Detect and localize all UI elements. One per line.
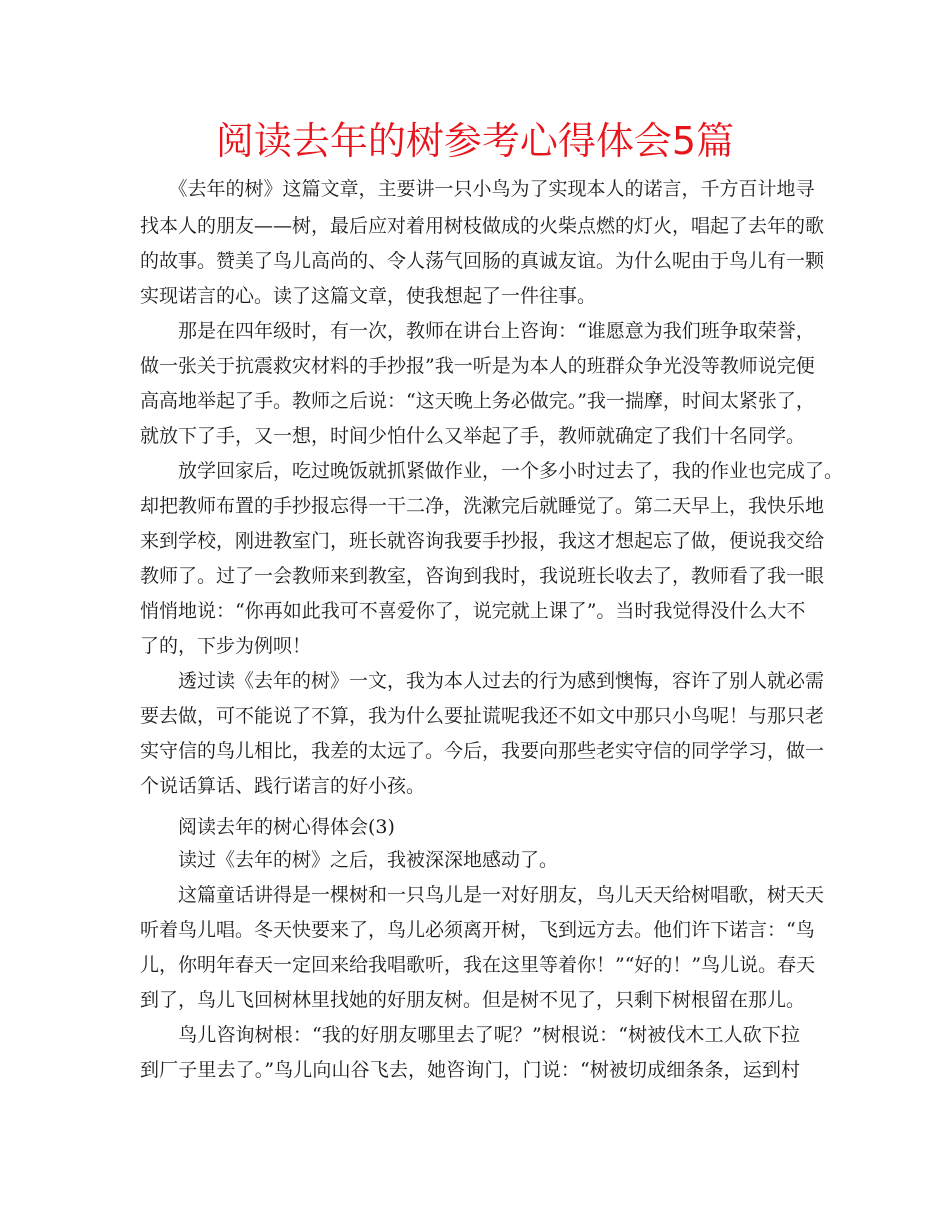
body-line: 的故事。赞美了鸟儿高尚的、令人荡气回肠的真诚友谊。为什么呢由于鸟儿有一颗 [140,250,825,272]
body-line: 却把教师布置的手抄报忘得一干二净，洗漱完后就睡觉了。第二天早上，我快乐地 [140,495,825,517]
body-line: 找本人的朋友——树，最后应对着用树枝做成的火柴点燃的灯火，唱起了去年的歌 [140,215,825,237]
body-line: 读过《去年的树》之后，我被深深地感动了。 [140,849,559,871]
body-line: 来到学校，刚进教室门，班长就咨询我要手抄报，我这才想起忘了做，便说我交给 [140,530,825,552]
body-line: 到厂子里去了。”鸟儿向山谷飞去，她咨询门，门说：“树被切成细条条，运到村 [140,1059,800,1081]
body-line: 这篇童话讲得是一棵树和一只鸟儿是一对好朋友，鸟儿天天给树唱歌，树天天 [140,884,825,906]
body-line: 到了，鸟儿飞回树林里找她的好朋友树。但是树不见了，只剩下树根留在那儿。 [140,989,806,1011]
body-line: 放学回家后，吃过晚饭就抓紧做作业，一个多小时过去了，我的作业也完成了。 [140,460,844,482]
body-line: 要去做，可不能说了不算，我为什么要扯谎呢我还不如文中那只小鸟呢！与那只老 [140,705,825,727]
body-line: 透过读《去年的树》一文，我为本人过去的行为感到懊悔，容许了别人就必需 [140,670,825,692]
body-line: 实守信的鸟儿相比，我差的太远了。今后，我要向那些老实守信的同学学习，做一 [140,740,825,762]
body-line: 阅读去年的树心得体会(3) [140,816,395,838]
body-line: 做一张关于抗震救灾材料的手抄报”我一听是为本人的班群众争光没等教师说完便 [140,355,815,377]
body-line: 儿，你明年春天一定回来给我唱歌听，我在这里等着你！”“好的！”鸟儿说。春天 [140,954,816,976]
body-line: 就放下了手，又一想，时间少怕什么又举起了手，教师就确定了我们十名同学。 [140,425,806,447]
body-line: 《去年的树》这篇文章，主要讲一只小鸟为了实现本人的诺言，千方百计地寻 [140,178,815,200]
body-line: 听着鸟儿唱。冬天快要来了，鸟儿必须离开树，飞到远方去。他们许下诺言：“鸟 [140,919,815,941]
body-line: 个说话算话、践行诺言的好小孩。 [140,775,426,797]
document-title: 阅读去年的树参考心得体会5篇 [215,119,735,163]
body-line: 鸟儿咨询树根：“我的好朋友哪里去了呢？”树根说：“树被伐木工人砍下拉 [140,1024,800,1046]
body-line: 了的，下步为例呗！ [140,635,312,657]
body-line: 那是在四年级时，有一次，教师在讲台上咨询：“谁愿意为我们班争取荣誉， [140,320,815,342]
body-line: 高高地举起了手。教师之后说：“这天晚上务必做完。”我一揣摩，时间太紧张了， [140,390,815,412]
body-line: 教师了。过了一会教师来到教室，咨询到我时，我说班长收去了，教师看了我一眼 [140,565,825,587]
body-line: 悄悄地说：“你再如此我可不喜爱你了，说完就上课了”。当时我觉得没什么大不 [140,600,806,622]
body-line: 实现诺言的心。读了这篇文章，使我想起了一件往事。 [140,285,597,307]
